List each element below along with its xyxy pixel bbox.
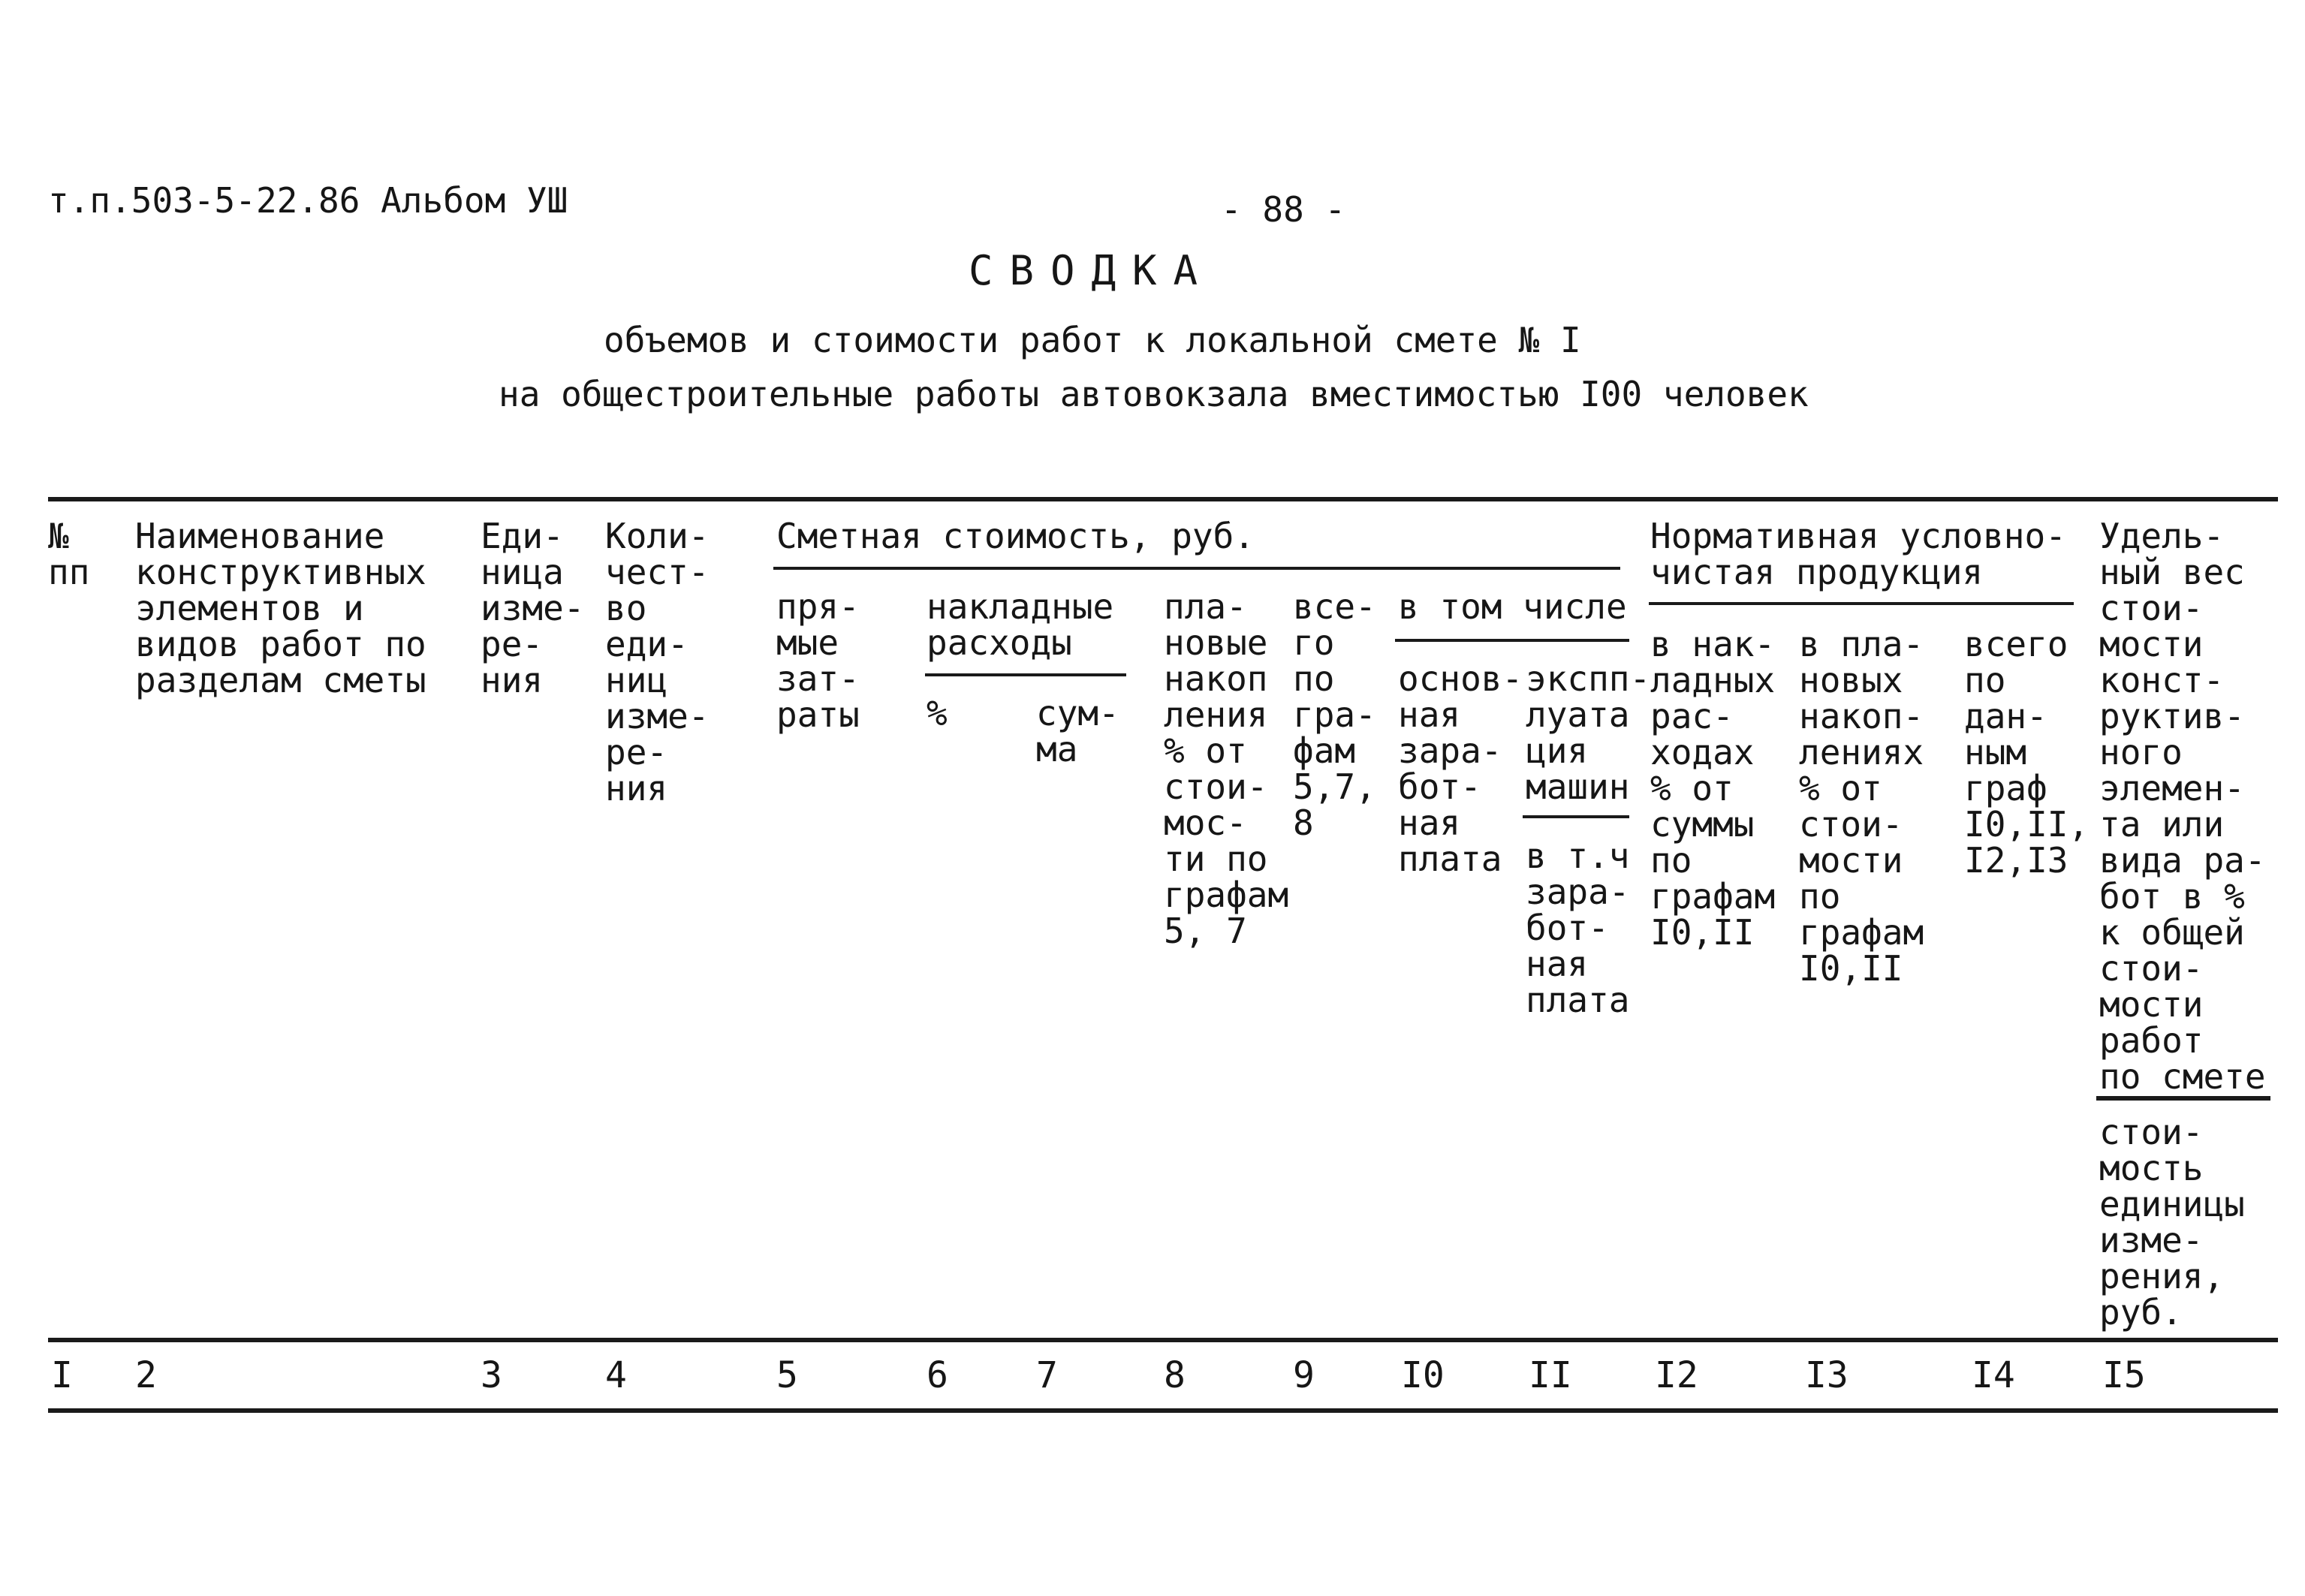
header-col-savings-normative: в пла- новых накоп- лениях % от стои- мости по графам I0,II — [1799, 624, 1924, 989]
header-col-machine-wages: в т.ч зара- бот- ная плата — [1526, 836, 1630, 1020]
header-bottom-rule — [48, 1338, 2278, 1342]
header-col-basic-wages: основ- ная зара- бот- ная плата — [1398, 658, 1523, 879]
subtitle-line-1: объемов и стоимости работ к локальной смете № I — [604, 320, 1581, 360]
machine-subdivision-rule — [1523, 815, 1629, 818]
header-group-estimated-cost: Сметная стоимость, руб. — [776, 516, 1255, 556]
header-group-overhead: накладные расходы — [927, 586, 1114, 663]
overhead-group-rule — [925, 673, 1126, 676]
header-col-quantity: Коли- чест- во еди- ниц изме- ре- ния — [605, 516, 710, 809]
column-number: II — [1529, 1354, 1572, 1396]
header-col-overhead-percent: % — [927, 693, 948, 733]
header-col-overhead-normative: в нак- ладных рас- ходах % от суммы по графам I0,II — [1650, 624, 1776, 953]
column-number: 6 — [927, 1354, 948, 1396]
normative-group-rule — [1649, 602, 2074, 605]
header-col-direct-costs: пря- мые зат- раты — [776, 586, 860, 735]
document-reference: т.п.503-5-22.86 Альбом УШ — [48, 180, 568, 221]
header-col-unit: Еди- ница изме- ре- ния — [481, 516, 585, 700]
column-number: I2 — [1655, 1354, 1698, 1396]
column-number: 8 — [1164, 1354, 1186, 1396]
header-group-normative-product: Нормативная условно- чистая продукция — [1650, 516, 2066, 592]
column-number: 7 — [1036, 1354, 1058, 1396]
column-number: 5 — [776, 1354, 798, 1396]
header-col-total: все- го по гра- фам 5,7, 8 — [1293, 586, 1376, 843]
document-title: СВОДКА — [969, 247, 1215, 294]
header-col-overhead-sum: сум- ма — [1036, 693, 1119, 769]
header-col-normative-total: всего по дан- ным граф I0,II, I2,I3 — [1964, 624, 2090, 881]
column-number: I3 — [1805, 1354, 1849, 1396]
header-col-share-weight: Удель- ный вес стои- мости конст- руктив- ного элемен- та или вида ра- бот в % к общей стои- мости работ по смете — [2099, 516, 2266, 1097]
header-col-planned-savings: пла- новые накоп ления % от стои- мос- ти по графам 5, 7 — [1164, 586, 1289, 951]
subtitle-line-2: на общестроительные работы автовокзала вместимостью I00 человек — [499, 374, 1809, 414]
page-number: - 88 - — [1221, 189, 1346, 230]
column-number: 4 — [605, 1354, 627, 1396]
header-col-unit-cost: стои- мость единицы изме- рения, руб. — [2099, 1112, 2245, 1333]
cost-group-rule — [773, 567, 1620, 570]
column-number: I0 — [1401, 1354, 1445, 1396]
column-number: I — [51, 1354, 73, 1396]
including-group-rule — [1395, 639, 1629, 642]
column-number: I5 — [2102, 1354, 2146, 1396]
column-number: 9 — [1293, 1354, 1315, 1396]
column-number: I4 — [1972, 1354, 2015, 1396]
header-group-including: в том числе — [1398, 586, 1627, 627]
column-number: 2 — [135, 1354, 157, 1396]
header-col-machine-operation: экспп- луата ция машин — [1526, 658, 1651, 807]
table-top-rule — [48, 497, 2278, 501]
table-bottom-rule — [48, 1408, 2278, 1413]
header-col-name: Наименование конструктивных элементов и видов работ по разделам сметы — [135, 516, 426, 700]
column-number: 3 — [481, 1354, 502, 1396]
header-col-number: № пп — [48, 516, 90, 592]
